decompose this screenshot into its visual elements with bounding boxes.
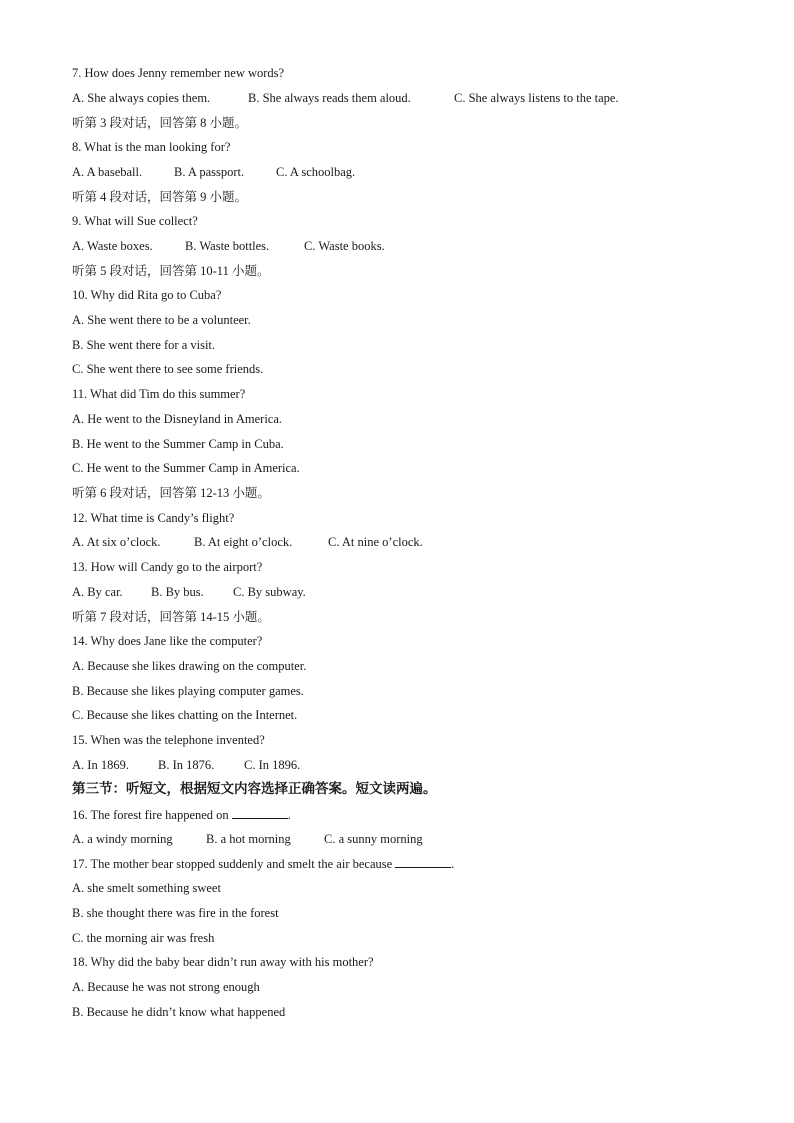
option-b: B. By bus. (151, 585, 204, 599)
answer-blank (232, 806, 288, 819)
option-b: B. She always reads them aloud. (248, 91, 411, 105)
question-17-option-a: A. she smelt something sweet (72, 881, 221, 895)
question-9-options (72, 238, 385, 254)
option-c: C. a sunny morning (324, 832, 423, 846)
option-b: B. a hot morning (206, 832, 291, 846)
question-9: 9. What will Sue collect? (72, 214, 198, 228)
question-11: 11. What did Tim do this summer? (72, 387, 246, 401)
option-a: A. In 1869. (72, 758, 129, 772)
option-a: A. a windy morning (72, 832, 173, 846)
option-a: A. Waste boxes. (72, 239, 153, 253)
option-a: A. A baseball. (72, 165, 143, 179)
question-8: 8. What is the man looking for? (72, 140, 231, 154)
question-11-option-b: B. He went to the Summer Camp in Cuba. (72, 437, 284, 451)
section-7-instruction: 听第 7 段对话，回答第 14-15 小题。 (72, 610, 270, 624)
question-17-end: . (451, 857, 455, 871)
question-14-option-a: A. Because she likes drawing on the computer. (72, 659, 307, 673)
option-c: C. Waste books. (304, 239, 385, 253)
part-3-heading: 第三节：听短文，根据短文内容选择正确答案。短文读两遍。 (72, 781, 437, 796)
question-12-options (72, 534, 423, 550)
question-7-options (72, 90, 619, 106)
question-8-options (72, 164, 355, 180)
question-16 (72, 806, 291, 823)
section-6-instruction: 听第 6 段对话，回答第 12-13 小题。 (72, 486, 270, 500)
question-18-option-a: A. Because he was not strong enough (72, 980, 260, 994)
option-c: C. By subway. (233, 585, 306, 599)
question-10-option-b: B. She went there for a visit. (72, 338, 216, 352)
question-10: 10. Why did Rita go to Cuba? (72, 288, 222, 302)
question-14-option-c: C. Because she likes chatting on the Internet. (72, 708, 298, 722)
question-15: 15. When was the telephone invented? (72, 733, 265, 747)
question-18-option-b: B. Because he didn’t know what happened (72, 1005, 286, 1019)
section-4-instruction: 听第 4 段对话，回答第 9 小题。 (72, 190, 248, 204)
question-17 (72, 855, 454, 872)
question-16-end: . (287, 808, 291, 822)
option-b: B. At eight o’clock. (194, 535, 293, 549)
question-12: 12. What time is Candy’s flight? (72, 511, 235, 525)
question-11-option-c: C. He went to the Summer Camp in America. (72, 461, 300, 475)
option-b: B. Waste bottles. (185, 239, 270, 253)
option-a: A. At six o’clock. (72, 535, 161, 549)
question-10-option-a: A. She went there to be a volunteer. (72, 313, 251, 327)
question-17-option-b: B. she thought there was fire in the forest (72, 906, 279, 920)
question-13: 13. How will Candy go to the airport? (72, 560, 263, 574)
question-16-options (72, 831, 423, 847)
question-17-text: 17. The mother bear stopped suddenly and smelt the air because (72, 857, 393, 871)
question-13-options (72, 584, 306, 600)
section-3-instruction: 听第 3 段对话，回答第 8 小题。 (72, 116, 248, 130)
option-a: A. By car. (72, 585, 123, 599)
question-11-option-a: A. He went to the Disneyland in America. (72, 412, 283, 426)
question-17-option-c: C. the morning air was fresh (72, 931, 215, 945)
option-c: C. At nine o’clock. (328, 535, 423, 549)
question-15-options (72, 757, 300, 773)
answer-blank (395, 855, 451, 868)
option-c: C. In 1896. (244, 758, 301, 772)
option-a: A. She always copies them. (72, 91, 211, 105)
option-c: C. She always listens to the tape. (454, 91, 619, 105)
question-10-option-c: C. She went there to see some friends. (72, 362, 264, 376)
question-7: 7. How does Jenny remember new words? (72, 66, 285, 80)
option-b: B. A passport. (174, 165, 245, 179)
question-18: 18. Why did the baby bear didn’t run away with his mother? (72, 955, 374, 969)
option-c: C. A schoolbag. (276, 165, 356, 179)
section-5-instruction: 听第 5 段对话，回答第 10-11 小题。 (72, 264, 270, 278)
question-16-text: 16. The forest fire happened on (72, 808, 229, 822)
question-14-option-b: B. Because she likes playing computer games. (72, 684, 304, 698)
option-b: B. In 1876. (158, 758, 215, 772)
question-14: 14. Why does Jane like the computer? (72, 634, 263, 648)
